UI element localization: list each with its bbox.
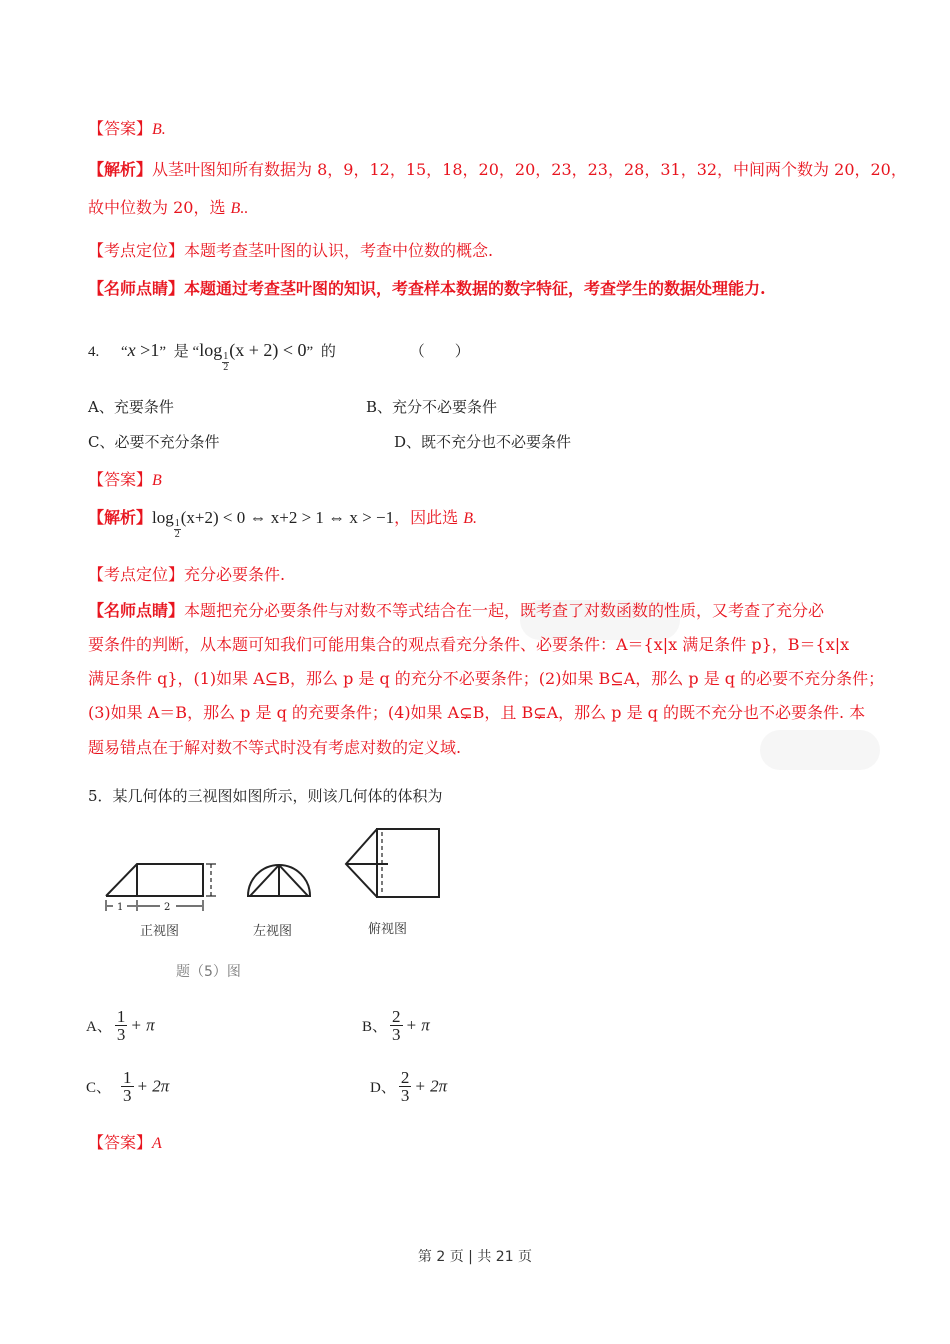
log-base: $\frac{1}{2}$	[223, 351, 229, 373]
q3-analysis-line1	[88, 157, 907, 180]
q4-analysis: 【解析】log $\frac{1}{2}$ (x+2) < 0 ⇔ x+2 > 1 ⇔ x > −1，因此选 B.	[88, 508, 477, 540]
q4-option-d: D、既不充分也不必要条件	[394, 433, 572, 451]
q4-kaodian	[88, 562, 285, 585]
analysis-tag: 【解析】	[88, 160, 153, 179]
analysis-math: log $\frac{1}{2}$ (x+2) < 0 ⇔ x+2 > 1 ⇔ x > −1	[152, 508, 395, 540]
mingshi-tag: 【名师点睛】	[88, 601, 185, 620]
kaodian-tag: 【考点定位】	[88, 241, 185, 260]
svg-text:1: 1	[117, 902, 124, 913]
answer-value: A	[152, 1135, 162, 1152]
q4-mingshi-line1: 【名师点睛】本题把充分必要条件与对数不等式结合在一起，既考查了对数函数的性质，又考查了充分必	[88, 601, 825, 620]
analysis-tag: 【解析】	[88, 508, 153, 527]
top-view-label: 俯视图	[368, 922, 408, 937]
answer-tag: 【答案】	[88, 119, 153, 138]
condition-rest: >1	[135, 340, 160, 360]
q4-stem: 4. “x >1” 是 “log $\frac{1}{2}$ (x + 2) < 0” 的 （ ）	[88, 340, 470, 373]
mingshi-text: 本题通过考查茎叶图的知识，考查样本数据的数字特征，考查学生的数据处理能力.	[184, 279, 766, 298]
analysis-choice: B.	[463, 510, 477, 527]
q5-option-d: D、 $\frac{2}{3}$ + 2π	[370, 1068, 448, 1105]
answer-tag: 【答案】	[88, 470, 153, 489]
answer-value: B	[152, 472, 162, 489]
front-view-label: 正视图	[140, 924, 180, 939]
answer-tag: 【答案】	[88, 1133, 153, 1152]
condition-x: x	[127, 340, 136, 360]
q4-option-b: B、充分不必要条件	[366, 398, 498, 416]
q3-answer	[88, 116, 166, 139]
kaodian-text: 充分必要条件.	[184, 565, 286, 584]
q4-option-a: A、充要条件	[88, 398, 174, 416]
q4-mingshi-line3: 满足条件 q}，(1)如果 A⊆B，那么 p 是 q 的充分不必要条件；(2)如果 B⊆A，那么 p 是 q 的必要不充分条件；	[88, 669, 885, 688]
watermark	[760, 730, 880, 770]
three-view-figure	[100, 820, 450, 990]
q5-stem: 5．某几何体的三视图如图所示，则该几何体的体积为	[88, 787, 443, 805]
analysis-choice: B..	[230, 200, 249, 217]
three-view-diagram	[100, 820, 450, 990]
analysis-text: 从茎叶图知所有数据为 8，9，12，15，18，20，20，23，23，28，31，32，中间两个数为 20，20，	[152, 160, 907, 179]
q4-mingshi-line4: (3)如果 A＝B，那么 p 是 q 的充要条件；(4)如果 A⊊B，且 B⊊A，那么 p 是 q 的既不充分也不必要条件. 本	[88, 703, 866, 722]
q4-answer	[88, 467, 162, 490]
q5-option-b: B、 $\frac{2}{3}$ + π	[362, 1007, 430, 1044]
log-expression: log $\frac{1}{2}$ (x + 2) < 0	[199, 340, 307, 373]
q4-mingshi-line5: 题易错点在于解对数不等式时没有考虑对数的定义域.	[88, 738, 462, 757]
q4-option-c: C、必要不充分条件	[88, 433, 220, 451]
answer-bracket: （ ）	[409, 344, 470, 360]
q5-option-a: A、 $\frac{1}{3}$ + π	[86, 1007, 155, 1044]
q3-mingshi	[88, 276, 766, 299]
q5-answer	[88, 1130, 162, 1153]
kaodian-tag: 【考点定位】	[88, 565, 185, 584]
page-footer: 第 2 页 | 共 21 页	[417, 1249, 533, 1265]
q5-option-c: C、 $\frac{1}{3}$ + 2π	[86, 1068, 170, 1105]
q4-mingshi-line2: 要条件的判断，从本题可知我们可能用集合的观点看充分条件、必要条件：A＝{x|x 满足条件 p}，B＝{x|x	[88, 635, 850, 654]
answer-value: B.	[152, 121, 166, 138]
q3-kaodian	[88, 238, 493, 261]
kaodian-text: 本题考查茎叶图的认识，考查中位数的概念.	[184, 241, 494, 260]
question-number: 4.	[88, 344, 100, 360]
mingshi-tag: 【名师点睛】	[88, 279, 185, 298]
analysis-text: 故中位数为 20，选	[88, 198, 231, 217]
side-view-label: 左视图	[253, 924, 293, 939]
q3-analysis-line2	[88, 195, 248, 218]
svg-text:2: 2	[164, 902, 171, 913]
figure-caption: 题（5）图	[176, 964, 241, 980]
